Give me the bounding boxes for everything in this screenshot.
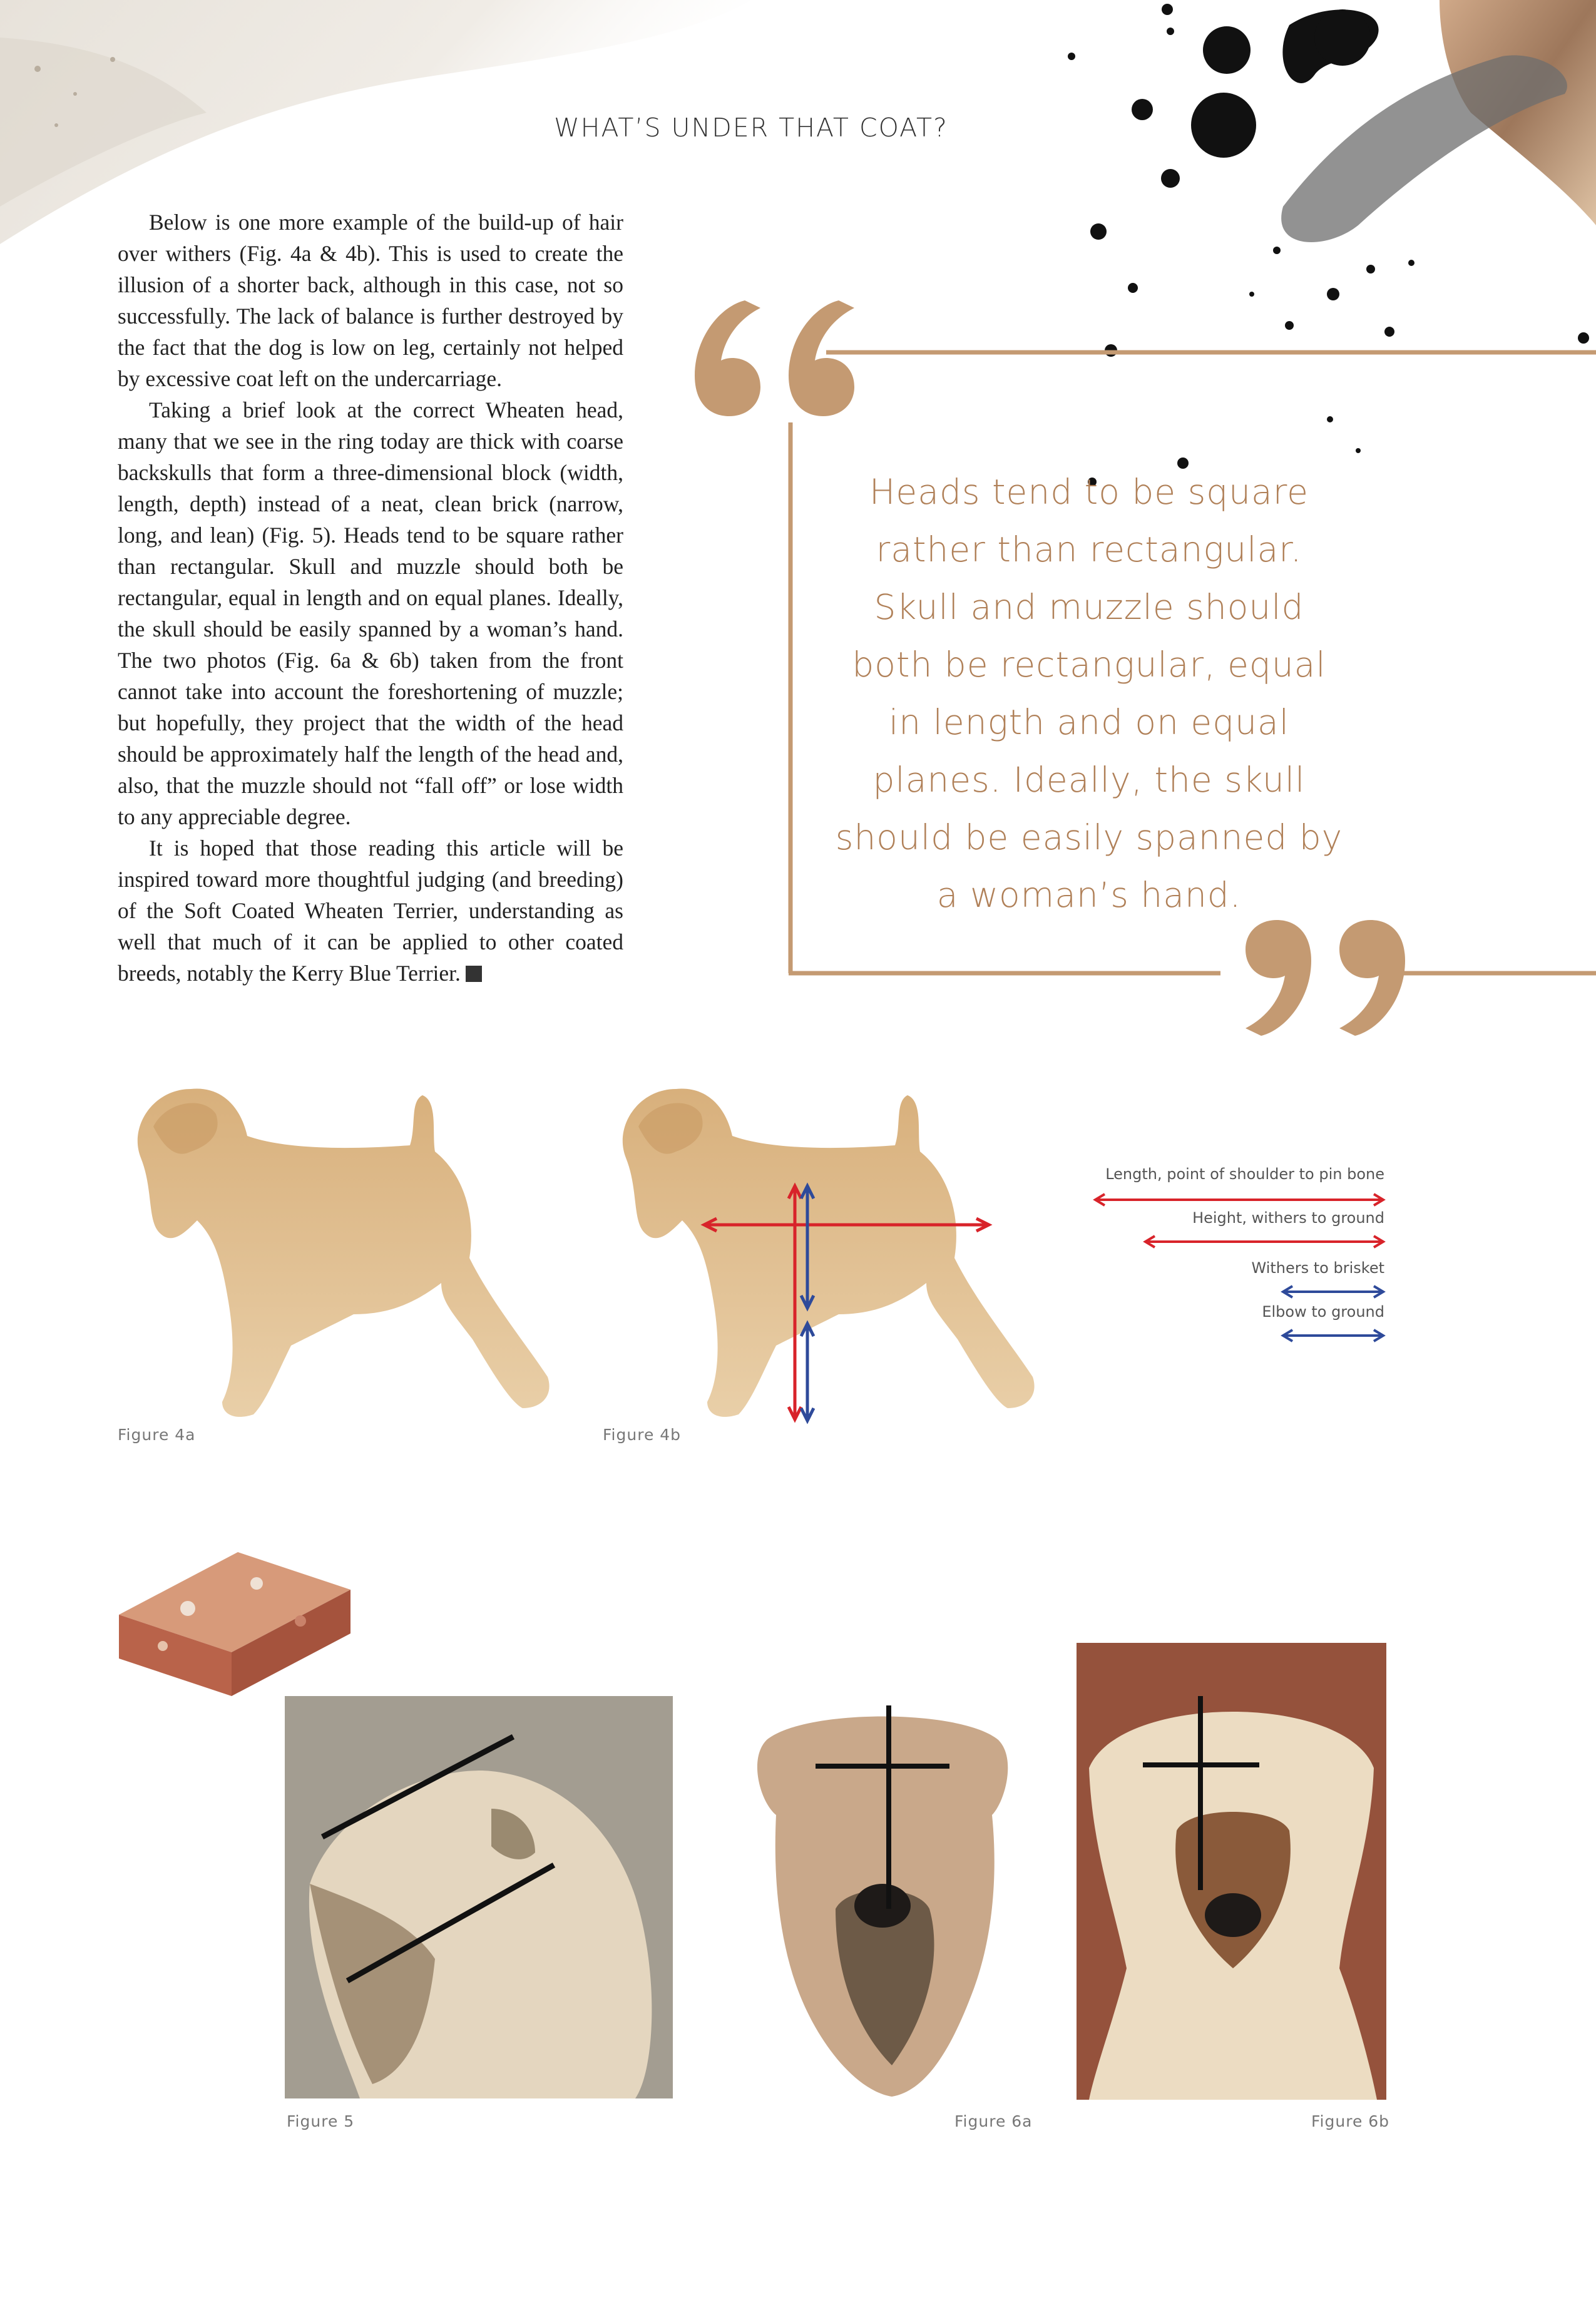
close-quote-icon [1246,920,1405,1036]
blue-double-arrow-icon [1280,1328,1386,1343]
article-paragraph: Below is one more example of the build-up of hair over withers (Fig. 4a & 4b). This is used to create the illusion of a shorter back, although in this case, not so successfully. The lack of balance is further destroyed by the fact that the dog is low on leg, certainly not helped by excessive coat left on the undercarriage. [118,210,623,391]
figure-6a-caption: Figure 6a [954,2112,1033,2130]
page-header-title: WHAT’S UNDER THAT COAT? [554,113,948,143]
figure-5-dog-head-image [285,1696,673,2098]
red-double-arrow-icon [1142,1234,1386,1249]
red-double-arrow-icon [1092,1192,1386,1207]
pull-quote-text: Heads tend to be square rather than rectangular. Skull and muzzle should both be rectangular, equal in length and on equal planes. Ideally, the skull should be easily spanned by a woman’s hand. [835,472,1343,915]
legend-label-height: Height, withers to ground [1192,1209,1384,1227]
figure-4a-dog-image [116,1076,591,1427]
open-quote-icon [695,300,854,416]
figure-4b-dog-image [601,1076,1077,1427]
legend-label-withers-brisket: Withers to brisket [1251,1259,1384,1277]
figure-6a-dog-head-image [742,1690,1023,2103]
legend-label-elbow-ground: Elbow to ground [1262,1303,1384,1321]
blue-double-arrow-icon [1280,1284,1386,1299]
article-paragraph-text: It is hoped that those reading this article will be inspired toward more thoughtful judging (and breeding) of the Soft Coated Wheaten Terrier, understanding as well that much of it can be applied to other coated breeds, notably the Kerry Blue Terrier. [118,836,623,986]
figure-6b-dog-head-image [1077,1643,1386,2100]
article-paragraph: Taking a brief look at the correct Wheaten head, many that we see in the ring today are thick with coarse backskulls that form a three-dimensional block (width, length, depth) instead of a neat, clean brick (narrow, long, and lean) (Fig. 5). Heads tend to be square rather than rectangular. Skull and muzzle should both be rectangular, equal in length and on equal planes. Ideally, the skull should be easily spanned by a woman’s hand. The two photos (Fig. 6a & 6b) taken from the front cannot take into account the foreshortening of muzzle; but hopefully, they project that the width of the head should be approximately half the length of the head and, also, that the muzzle should not “fall off” or lose width to any appreciable degree. [118,397,623,829]
brick-image [113,1540,357,1702]
end-mark-icon [466,966,482,982]
legend-label-length: Length, point of shoulder to pin bone [1105,1165,1384,1183]
figure-6b-caption: Figure 6b [1311,2112,1390,2130]
figure-4a-caption: Figure 4a [118,1426,196,1444]
figure-4b-caption: Figure 4b [603,1426,682,1444]
article-body [118,207,623,989]
figure-5-caption: Figure 5 [287,2112,355,2130]
article-paragraph [118,832,623,989]
